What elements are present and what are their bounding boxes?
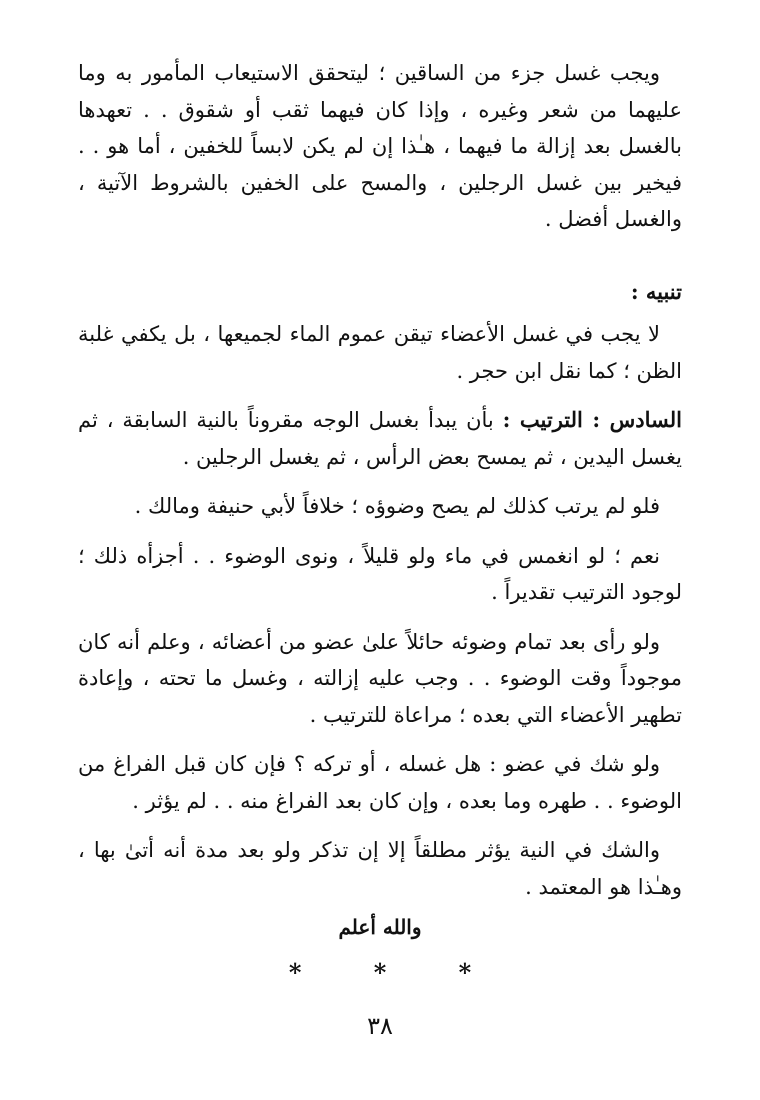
paragraph-text: نعم ؛ لو انغمس في ماء ولو قليلاً ، ونوى الوضوء . . أجزأه ذلك ؛ لوجود الترتيب تقديراً .	[78, 543, 682, 604]
paragraph-text: ولو شك في عضو : هل غسله ، أو تركه ؟ فإن كان قبل الفراغ من الوضوء . . طهره وما بعده ، وإن كان بعد الفراغ منه . . لم يؤثر .	[78, 752, 682, 813]
section-lead: السادس : الترتيب :	[502, 407, 683, 432]
paragraph-2	[78, 316, 682, 389]
paragraph-4	[78, 488, 682, 525]
paragraph-text: والشك في النية يؤثر مطلقاً إلا إن تذكر ولو بعد مدة أنه أتىٰ بها ، وهـٰذا هو المعتمد .	[78, 838, 682, 899]
note-heading: تنبيه :	[630, 278, 682, 304]
paragraph-text: لا يجب في غسل الأعضاء تيقن عموم الماء لجميعها ، بل يكفي غلبة الظن ؛ كما نقل ابن حجر .	[78, 322, 682, 383]
page-body	[78, 55, 682, 918]
section-separator: * * *	[288, 958, 504, 987]
paragraph-7	[78, 746, 682, 819]
paragraph-6	[78, 624, 682, 734]
closing-phrase: والله أعلم	[338, 915, 422, 939]
paragraph-text: ويجب غسل جزء من الساقين ؛ ليتحقق الاستيعاب المأمور به وما عليهما من شعر وغيره ، وإذا كان فيهما ثقب أو شقوق . . تعهدها بالغسل بعد إزالة ما فيهما ، هـٰذا إن لم يكن لابساً للخفين ، أما هو . . فيخير بين غسل الرجلين ، والمسح على الخفين بالشروط الآتية ، والغسل أفضل .	[78, 61, 682, 231]
paragraph-5	[78, 538, 682, 611]
paragraph-text: بأن يبدأ بغسل الوجه مقروناً بالنية السابقة ، ثم يغسل اليدين ، ثم يمسح بعض الرأس ، ثم يغسل الرجلين .	[78, 408, 682, 469]
paragraph-3	[78, 402, 682, 475]
paragraph-8	[78, 832, 682, 905]
paragraph-text: فلو لم يرتب كذلك لم يصح وضوؤه ؛ خلافاً لأبي حنيفة ومالك .	[134, 494, 660, 518]
paragraph-1	[78, 55, 682, 238]
paragraph-text: ولو رأى بعد تمام وضوئه حائلاً علىٰ عضو من أعضائه ، وعلم أنه كان موجوداً وقت الوضوء . . وجب عليه إزالته ، وغسل ما تحته ، وإعادة تطهير الأعضاء التي بعده ؛ مراعاة للترتيب .	[78, 629, 682, 727]
page-number: ٣٨	[367, 1012, 393, 1040]
